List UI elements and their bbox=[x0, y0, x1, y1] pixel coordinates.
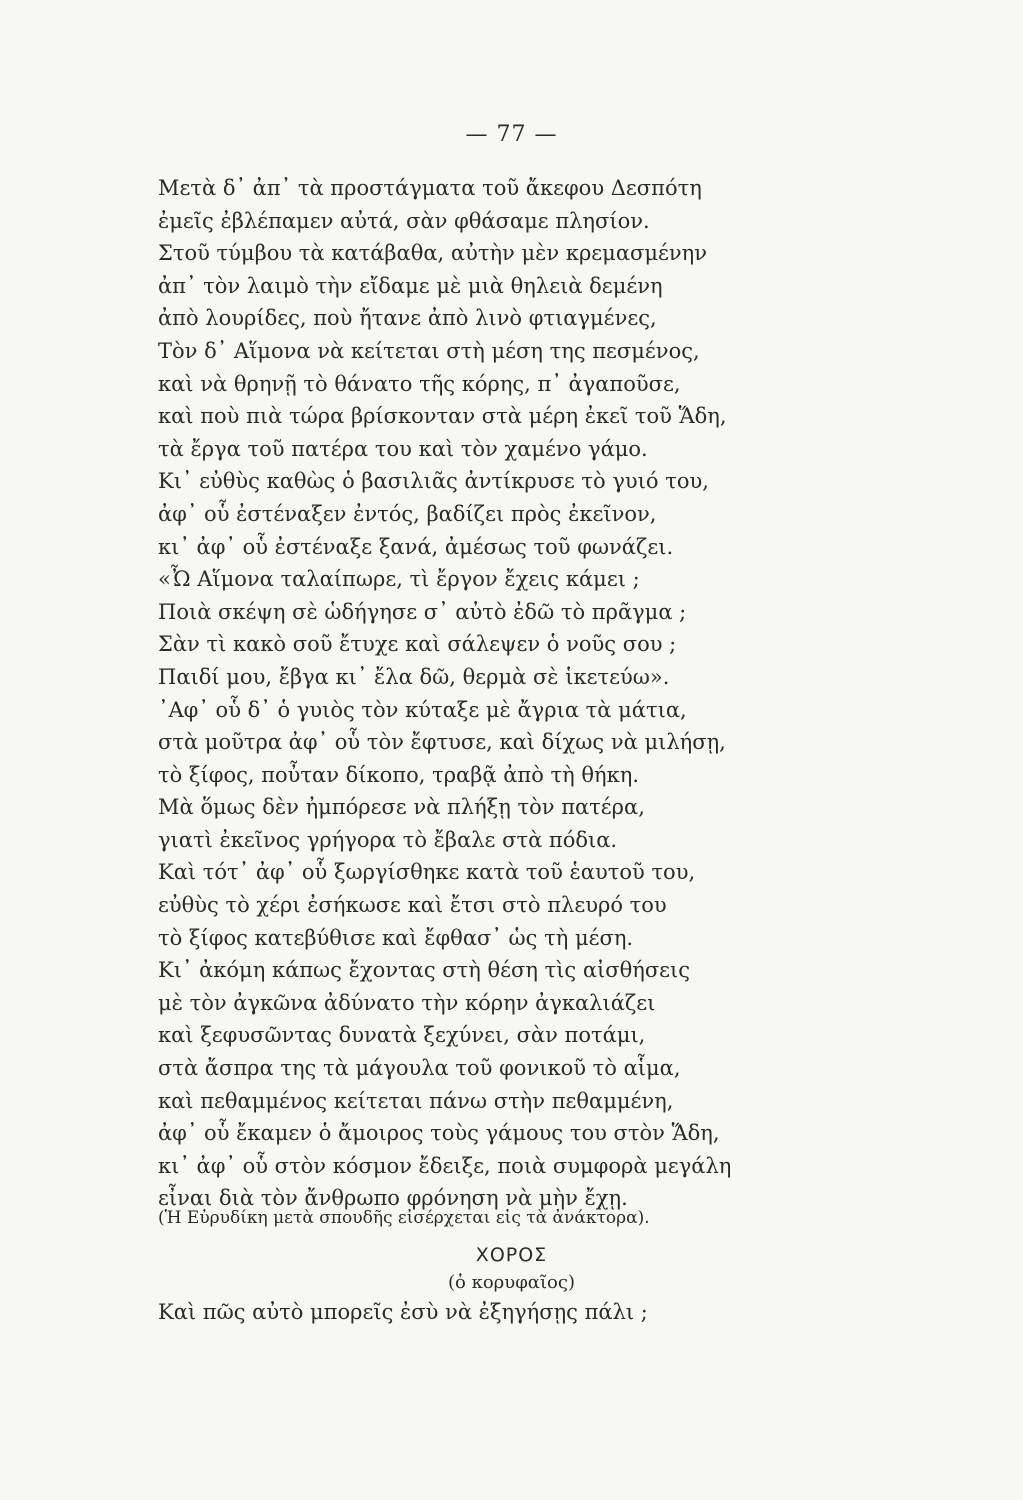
verse-line: Παιδί μου, ἔβγα κι᾽ ἔλα δῶ, θερμὰ σὲ ἱκετεύω». bbox=[158, 664, 670, 689]
verse-line: Σὰν τὶ κακὸ σοῦ ἔτυχε καὶ σάλεψεν ὁ νοῦς σου ; bbox=[158, 632, 677, 657]
verse-line: ᾽Αφ᾽ οὗ δ᾽ ὁ γυιὸς τὸν κύταξε μὲ ἄγρια τὰ μάτια, bbox=[158, 697, 687, 722]
verse-line: ἀπ᾽ τὸν λαιμὸ τὴν εἴδαμε μὲ μιὰ θηλειὰ δεμένη bbox=[158, 273, 663, 298]
verse-line: ἀπὸ λουρίδες, ποὺ ἤτανε ἀπὸ λινὸ φτιαγμένες, bbox=[158, 306, 657, 331]
verse-line: καὶ πεθαμμένος κείτεται πάνω στὴν πεθαμμένη, bbox=[158, 1088, 674, 1113]
speaker-note: (ὁ κορυφαῖος) bbox=[448, 1272, 575, 1293]
verse-line: καὶ ξεφυσῶντας δυνατὰ ξεχύνει, σὰν ποτάμι, bbox=[158, 1023, 646, 1048]
verse-line: Στοῦ τύμβου τὰ κατάβαθα, αὐτὴν μὲν κρεμασμένην bbox=[158, 241, 707, 266]
verse-line: εἶναι διὰ τὸν ἄνθρωπο φρόνηση νὰ μὴν ἔχῃ. bbox=[158, 1186, 628, 1211]
verse-line: στὰ ἄσπρα της τὰ μάγουλα τοῦ φονικοῦ τὸ αἷμα, bbox=[158, 1056, 681, 1081]
verse-line: εὐθὺς τὸ χέρι ἐσήκωσε καὶ ἔτσι στὸ πλευρό του bbox=[158, 893, 667, 918]
verse-line: γιατὶ ἐκεῖνος γρήγορα τὸ ἔβαλε στὰ πόδια. bbox=[158, 827, 618, 852]
verse-line: Κι᾽ εὐθὺς καθὼς ὁ βασιλιᾶς ἀντίκρυσε τὸ γυιό του, bbox=[158, 469, 709, 494]
verse-line: καὶ ποὺ πιὰ τώρα βρίσκονταν στὰ μέρη ἐκεῖ τοῦ Ἅδη, bbox=[158, 404, 727, 429]
verse-line: τὰ ἔργα τοῦ πατέρα του καὶ τὸν χαμένο γάμο. bbox=[158, 436, 648, 461]
verse-line: ἀφ᾽ οὗ ἔκαμεν ὁ ἄμοιρος τοὺς γάμους του στὸν Ἅδη, bbox=[158, 1121, 720, 1146]
verse-line: ἀφ᾽ οὗ ἐστέναξεν ἐντός, βαδίζει πρὸς ἐκεῖνον, bbox=[158, 501, 657, 526]
verse-line: Καὶ τότ᾽ ἀφ᾽ οὗ ξωργίσθηκε κατὰ τοῦ ἑαυτοῦ του, bbox=[158, 860, 696, 885]
verse-line: τὸ ξίφος κατεβύθισε καὶ ἔφθασ᾽ ὡς τὴ μέση. bbox=[158, 925, 634, 950]
verse-line: Τὸν δ᾽ Αἵμονα νὰ κείτεται στὴ μέση της πεσμένος, bbox=[158, 338, 700, 363]
verse-line: ἐμεῖς ἐβλέπαμεν αὐτά, σὰν φθάσαμε πλησίον. bbox=[158, 208, 650, 233]
verse-line: Μετὰ δ᾽ ἀπ᾽ τὰ προστάγματα τοῦ ἄκεφου Δεσπότη bbox=[158, 176, 702, 200]
final-verse-line: Καὶ πῶς αὐτὸ μπορεῖς ἐσὺ νὰ ἐξηγήσῃς πάλι ; bbox=[158, 1300, 648, 1324]
verse-line: Ποιὰ σκέψη σὲ ὡδήγησε σ᾽ αὐτὸ ἐδῶ τὸ πρᾶγμα ; bbox=[158, 599, 687, 624]
verse-line: κι᾽ ἀφ᾽ οὗ στὸν κόσμον ἔδειξε, ποιὰ συμφορὰ μεγάλη bbox=[158, 1153, 732, 1178]
verse-line: «Ὦ Αἵμονα ταλαίπωρε, τὶ ἔργον ἔχεις κάμει ; bbox=[158, 567, 640, 592]
verse-line: μὲ τὸν ἀγκῶνα ἀδύνατο τὴν κόρην ἀγκαλιάζει bbox=[158, 990, 656, 1015]
verse-line: Μὰ ὅμως δὲν ἠμπόρεσε νὰ πλήξῃ τὸν πατέρα, bbox=[158, 795, 645, 820]
speaker-heading: ΧΟΡΟΣ bbox=[475, 1244, 548, 1266]
verse-line: καὶ νὰ θρηνῇ τὸ θάνατο τῆς κόρης, π᾽ ἀγαποῦσε, bbox=[158, 371, 681, 396]
page-number: — 77 — bbox=[465, 122, 558, 147]
verse-line: κι᾽ ἀφ᾽ οὗ ἐστέναξε ξανά, ἀμέσως τοῦ φωνάζει. bbox=[158, 534, 674, 559]
stage-direction: (Ἡ Εὐρυδίκη μετὰ σπουδῆς εἰσέρχεται εἰς τὰ ἀνάκτορα). bbox=[158, 1208, 650, 1228]
verse-line: τὸ ξίφος, ποὖταν δίκοπο, τραβᾷ ἀπὸ τὴ θήκη. bbox=[158, 762, 640, 787]
verse-block bbox=[158, 172, 918, 1215]
verse-line: Κι᾽ ἀκόμη κάπως ἔχοντας στὴ θέση τὶς αἰσθήσεις bbox=[158, 958, 691, 983]
verse-line: στὰ μοῦτρα ἀφ᾽ οὗ τὸν ἔφτυσε, καὶ δίχως νὰ μιλήσῃ, bbox=[158, 730, 726, 755]
